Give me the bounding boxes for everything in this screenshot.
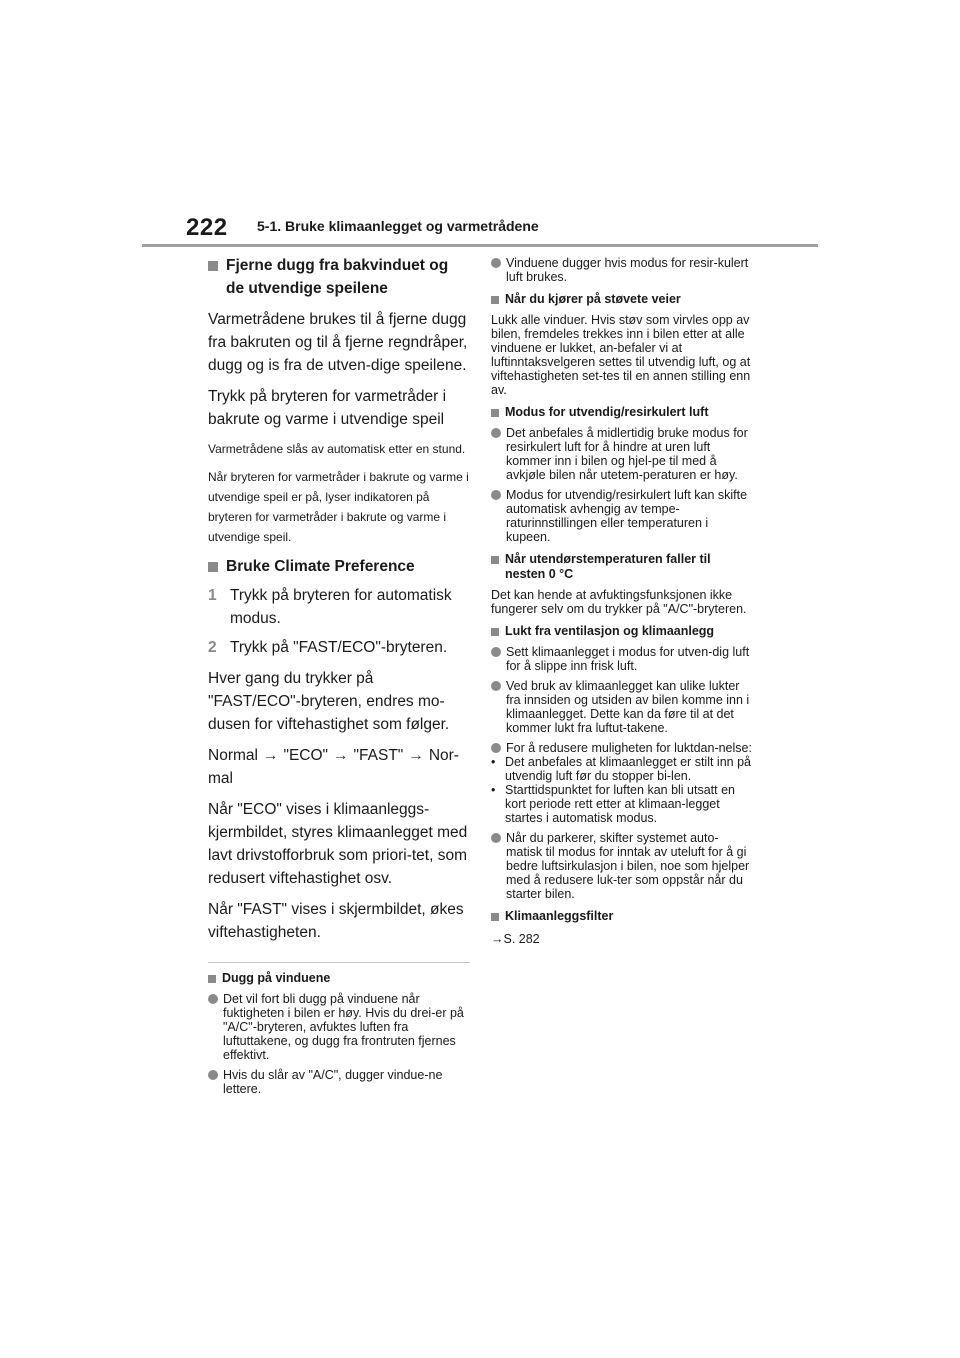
sub-bullet-text: Det anbefales at klimaanlegget er stilt inn på utvendig luft før du stopper bi-len. bbox=[505, 755, 751, 783]
section-heading-text: Bruke Climate Preference bbox=[226, 558, 415, 575]
left-column bbox=[208, 252, 470, 1096]
square-bullet-icon bbox=[491, 556, 499, 564]
note-heading bbox=[491, 909, 753, 924]
note-paragraph: Lukk alle vinduer. Hvis støv som virvles opp av bilen, fremdeles trekkes inn i bilen etter at alle vinduene er lukket, an-befaler vi at luftinntaksvelgeren settes til utvendig luft, og at viftehastigheten set-tes til en annen stilling enn av. bbox=[491, 313, 751, 397]
mode-eco: "ECO" bbox=[283, 747, 329, 764]
note-heading bbox=[491, 552, 753, 582]
bullet-text: Vinduene dugger hvis modus for resir-kulert luft brukes. bbox=[506, 256, 749, 284]
right-column bbox=[491, 252, 753, 946]
round-bullet-icon bbox=[491, 428, 501, 438]
note-paragraph: Det kan hende at avfuktingsfunksjonen ikke fungerer selv om du trykker på "A/C"-bryteren. bbox=[491, 588, 747, 616]
mode-normal: Normal bbox=[208, 747, 258, 764]
mode-fast: "FAST" bbox=[353, 747, 404, 764]
step-number: 2 bbox=[208, 639, 217, 656]
note-heading bbox=[208, 971, 470, 986]
note-heading-text: Når du kjører på støvete veier bbox=[505, 292, 681, 306]
section-heading-text: Fjerne dugg fra bakvinduet og de utvendige speilene bbox=[226, 257, 449, 297]
bullet-text: Ved bruk av klimaanlegget kan ulike lukter fra innsiden og utsiden av bilen komme inn i klimaanlegget. Dette kan da føre til at det kommer lukt fra luftut-takene. bbox=[506, 679, 750, 735]
square-bullet-icon bbox=[491, 913, 499, 921]
note-heading-text: Lukt fra ventilasjon og klimaanlegg bbox=[505, 624, 715, 638]
round-bullet-icon bbox=[491, 681, 501, 691]
round-bullet-icon bbox=[491, 647, 501, 657]
bullet-text: Når du parkerer, skifter systemet auto-matisk til modus for inntak av uteluft for å gi bedre luftsirkulasjon i bilen, noe som hjelper med å redusere luk-ter som oppstår når du starter bilen. bbox=[506, 831, 750, 901]
bullet-item bbox=[491, 679, 753, 735]
round-bullet-icon bbox=[208, 1070, 218, 1080]
mode-normal-end: Nor-mal bbox=[208, 747, 459, 787]
note-heading-text: Klimaanleggsfilter bbox=[505, 909, 614, 923]
square-bullet-icon bbox=[208, 562, 218, 572]
bullet-item bbox=[491, 645, 753, 673]
note-heading bbox=[491, 292, 753, 307]
bullet-text: Det anbefales å midlertidig bruke modus for resirkulert luft for å hindre at uren luft kommer inn i bilen og hjel-pe til med å avkjøle bilen når utetem-peraturen er høy. bbox=[506, 426, 748, 482]
round-bullet-icon bbox=[491, 743, 501, 753]
bullet-item bbox=[491, 831, 753, 901]
square-bullet-icon bbox=[208, 975, 216, 983]
round-bullet-icon bbox=[208, 994, 218, 1004]
bullet-text: Sett klimaanlegget i modus for utven-dig luft for å slippe inn frisk luft. bbox=[506, 645, 750, 673]
paragraph: Trykk på bryteren for varmetråder i bakrute og varme i utvendige speil bbox=[208, 388, 447, 428]
paragraph: Når "ECO" vises i klimaanleggs-kjermbildet, styres klimaanlegget med lavt drivstofforbruk som priori-tet, som redusert viftehastighet osv. bbox=[208, 801, 468, 887]
section-heading bbox=[208, 555, 470, 578]
round-bullet-icon bbox=[491, 833, 501, 843]
bullet-item bbox=[491, 426, 753, 482]
step-number: 1 bbox=[208, 587, 217, 604]
divider bbox=[208, 962, 470, 963]
header-rule bbox=[142, 244, 818, 247]
page-number: 222 bbox=[186, 214, 228, 241]
bullet-item bbox=[491, 488, 753, 544]
arrow-right-icon: → bbox=[408, 747, 424, 764]
chapter-title: 5-1. Bruke klimaanlegget og varmetrådene bbox=[257, 218, 539, 234]
note-heading-text: Dugg på vinduene bbox=[222, 971, 331, 985]
note-paragraph: Når bryteren for varmetråder i bakrute og varme i utvendige speil er på, lyser indikatoren på bryteren for varmetråder i bakrute og varme i utvendige speil. bbox=[208, 470, 469, 544]
square-bullet-icon bbox=[208, 261, 218, 271]
step-text: Trykk på bryteren for automatisk modus. bbox=[230, 587, 452, 627]
paragraph: Varmetrådene brukes til å fjerne dugg fra bakruten og til å fjerne regndråper, dugg og is fra de utven-dige speilene. bbox=[208, 311, 468, 374]
note-paragraph: Varmetrådene slås av automatisk etter en stund. bbox=[208, 442, 466, 456]
arrow-right-icon: → bbox=[262, 747, 279, 764]
arrow-right-icon: → bbox=[333, 747, 349, 764]
bullet-text: For å redusere muligheten for luktdan-nelse: bbox=[506, 741, 752, 755]
bullet-text: Det vil fort bli dugg på vinduene når fuktigheten i bilen er høy. Hvis du drei-er på "A/C"-bryteren, avfuktes luften fra luftuttakene, og dugg fra frontruten fjernes effektivt. bbox=[223, 992, 464, 1062]
sub-bullet-item bbox=[491, 783, 753, 825]
paragraph: Når "FAST" vises i skjermbildet, økes viftehastigheten. bbox=[208, 901, 464, 941]
sub-bullet-mark: • bbox=[491, 783, 496, 797]
bullet-item bbox=[208, 1068, 470, 1096]
sub-bullet-text: Starttidspunktet for luften kan bli utsatt en kort periode rett etter at klimaan-legget startes i automatisk modus. bbox=[505, 783, 735, 825]
bullet-item bbox=[491, 741, 753, 755]
bullet-item bbox=[208, 992, 470, 1062]
paragraph: Hver gang du trykker på "FAST/ECO"-bryteren, endres mo-dusen for viftehastighet som følger. bbox=[208, 670, 450, 733]
bullet-text: Modus for utvendig/resirkulert luft kan skifte automatisk avhengig av tempe-raturinnstillingen eller temperaturen i kupeen. bbox=[506, 488, 748, 544]
step-item bbox=[208, 584, 470, 630]
page-reference-link[interactable]: →S. 282 bbox=[491, 932, 540, 946]
step-item bbox=[208, 636, 470, 659]
round-bullet-icon bbox=[491, 490, 501, 500]
note-heading bbox=[491, 405, 753, 420]
round-bullet-icon bbox=[491, 258, 501, 268]
note-heading bbox=[491, 624, 753, 639]
section-heading bbox=[208, 254, 470, 300]
mode-cycle bbox=[208, 744, 470, 790]
step-text: Trykk på "FAST/ECO"-bryteren. bbox=[230, 639, 448, 656]
note-heading-text: Modus for utvendig/resirkulert luft bbox=[505, 405, 709, 419]
bullet-item bbox=[491, 256, 753, 284]
note-heading-text: Når utendørstemperaturen faller til nesten 0 °C bbox=[505, 552, 711, 581]
bullet-text: Hvis du slår av "A/C", dugger vindue-ne lettere. bbox=[223, 1068, 443, 1096]
square-bullet-icon bbox=[491, 628, 499, 636]
square-bullet-icon bbox=[491, 296, 499, 304]
sub-bullet-mark: • bbox=[491, 755, 496, 769]
sub-bullet-item bbox=[491, 755, 753, 783]
square-bullet-icon bbox=[491, 409, 499, 417]
